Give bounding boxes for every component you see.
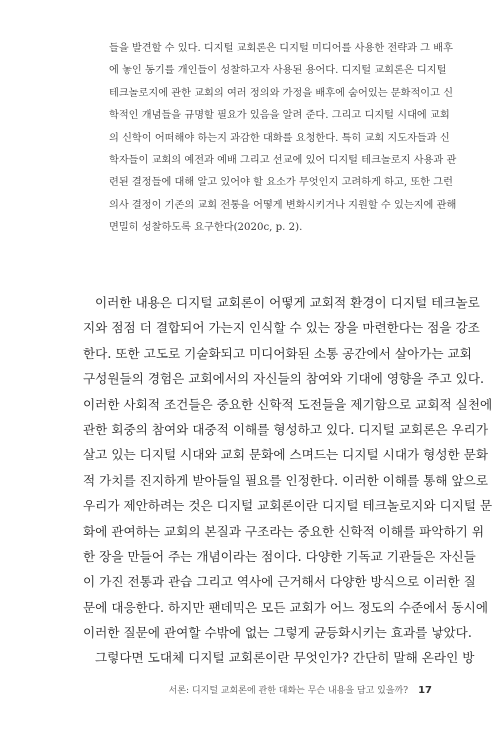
body-line: 이러한 사회적 조건들은 중요한 신학적 도전들을 제기함으로 교회적 실천에: [83, 396, 493, 412]
quote-line: 면밀히 성찰하도록 요구한다(2020c, p. 2).: [109, 222, 303, 234]
running-title: 서론: 디지털 교회론에 관한 대화는 무슨 내용을 담고 있을까?: [168, 686, 409, 696]
body-line: 그렇다면 도대체 디지털 교회론이란 무엇인가? 간단히 말해 온라인 방: [95, 650, 475, 666]
body-text: [83, 290, 493, 671]
quote-line: 의사 결정이 기존의 교회 전통을 어떻게 변화시키거나 지원할 수 있는지에 관해: [109, 199, 457, 211]
body-line: 한 장을 만들어 주는 개념이라는 점이다. 다양한 기독교 기관들은 자신들: [83, 548, 476, 564]
body-line: 우리가 제안하려는 것은 디지털 교회론이란 디지털 테크놀로지와 디지털 문: [83, 498, 493, 514]
body-line: 이 가진 전통과 관습 그리고 역사에 근거해서 다양한 방식으로 이러한 질: [83, 574, 476, 590]
body-line: 한다. 또한 고도로 기술화되고 미디어화된 소통 공간에서 살아가는 교회: [83, 345, 472, 361]
body-line: 관한 회중의 참여와 대중적 이해를 형성하고 있다. 디지털 교회론은 우리가: [83, 421, 488, 437]
quote-line: 테크놀로지에 관한 교회의 여러 정의와 가정을 배후에 숨어있는 문화적이고 신: [109, 87, 454, 99]
quote-line: 학적인 개념들을 규명할 필요가 있음을 알려 준다. 그리고 디지털 시대에 교회: [109, 110, 450, 122]
body-line: 지와 점점 더 결합되어 가는지 인식할 수 있는 장을 마련한다는 점을 강조: [83, 320, 480, 336]
page-footer: [169, 683, 432, 696]
block-quote: [109, 38, 457, 240]
quote-line: 련된 결정들에 대해 알고 있어야 할 요소가 무엇인지 고려하게 하고, 또한 그런: [109, 177, 453, 189]
body-line: 이러한 질문에 관여할 수밖에 없는 그렇게 균등화시키는 효과를 낳았다.: [83, 625, 472, 641]
quote-line: 학자들이 교회의 예전과 예배 그리고 선교에 있어 디지털 테크놀로지 사용과 관: [109, 154, 457, 166]
body-line: 적 가치를 진지하게 받아들일 필요를 인정한다. 이러한 이해를 통해 앞으로: [83, 472, 488, 488]
body-line: 구성원들의 경험은 교회에서의 자신들의 참여와 기대에 영향을 주고 있다.: [83, 371, 484, 387]
quote-line: 들을 발견할 수 있다. 디지털 교회론은 디지털 미디어를 사용한 전략과 그 배후: [109, 43, 453, 54]
body-line: 이러한 내용은 디지털 교회론이 어떻게 교회적 환경이 디지털 테크놀로: [95, 295, 480, 310]
page-number: 17: [418, 685, 432, 696]
body-line: 문에 대응한다. 하지만 팬데믹은 모든 교회가 어느 정도의 수준에서 동시에: [83, 599, 488, 615]
body-line: 화에 관여하는 교회의 본질과 구조라는 중요한 신학적 이해를 파악하기 위: [83, 523, 484, 539]
body-line: 살고 있는 디지털 시대와 교회 문화에 스며드는 디지털 시대가 형성한 문화: [83, 447, 488, 463]
quote-line: 에 놓인 동기를 개인들이 성찰하고자 사용된 용어다. 디지털 교회론은 디지털: [109, 65, 447, 77]
quote-line: 의 신학이 어떠해야 하는지 과감한 대화를 요청한다. 특히 교회 지도자들과 신: [109, 132, 450, 144]
